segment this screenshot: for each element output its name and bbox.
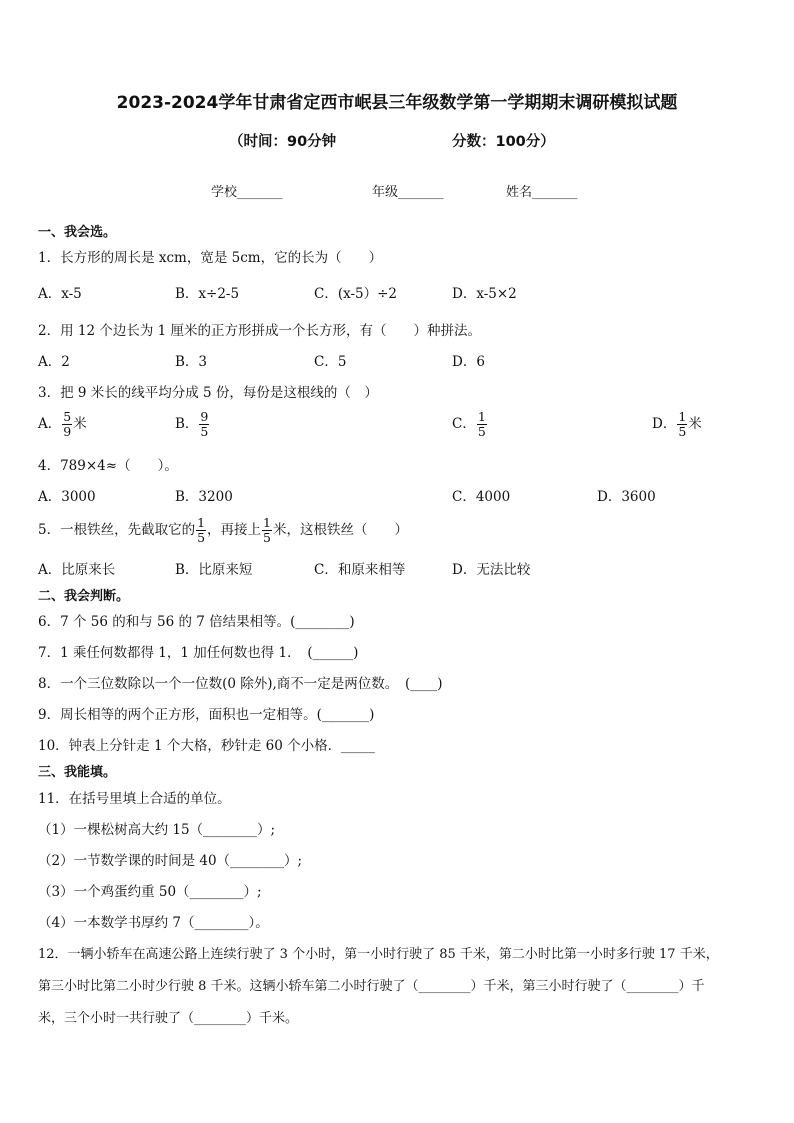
- question-12-line-3: 米，三个小时一共行驶了（________）千米。: [38, 1011, 299, 1026]
- fraction: $\frac{9}{5}$: [200, 409, 209, 439]
- fraction: $\frac{1}{5}$: [263, 515, 271, 545]
- q1-option-c: C．(x-5）÷2: [314, 286, 398, 302]
- q5-option-d: D．无法比较: [452, 562, 531, 578]
- section-heading-3: 三、我能填。: [38, 765, 117, 780]
- q2-option-a: A．2: [38, 354, 70, 370]
- question-12-line-1: 12．一辆小轿车在高速公路上连续行驶了 3 个小时，第一小时行驶了 85 千米，第二小时比第一小时多行驶 17 千米，: [38, 947, 719, 962]
- q2-option-c: C．5: [314, 354, 347, 370]
- q3-option-b: B． $\frac{9}{5}$: [175, 409, 209, 439]
- q1-option-b: B．x÷2-5: [175, 286, 240, 302]
- q5-option-c: C．和原来相等: [314, 562, 406, 578]
- question-7: 7．1 乘任何数都得 1，1 加任何数也得 1． (______): [38, 645, 359, 661]
- exam-score: 分数：100分）: [452, 134, 555, 150]
- q5-option-a: A．比原来长: [38, 562, 116, 578]
- question-5: 5．一根铁丝，先截取它的 $\frac{1}{5}$ ，再接上 $\frac{1}{5}$ 米，这根铁丝（ ）: [38, 515, 408, 545]
- fraction: $\frac{1}{5}$: [477, 409, 486, 439]
- question-1: 1．长方形的周长是 xcm，宽是 5cm，它的长为（ ）: [38, 250, 383, 266]
- question-4: 4．789×4≈（ ）。: [38, 458, 178, 474]
- q11-item-4: （4）一本数学书厚约 7（________）。: [38, 915, 269, 931]
- q11-item-3: （3）一个鸡蛋约重 50（________）;: [38, 884, 262, 900]
- q1-option-a: A．x-5: [38, 286, 82, 302]
- question-8: 8．一个三位数除以一个一位数(0 除外),商不一定是两位数。 (____): [38, 676, 443, 692]
- q2-option-d: D．6: [452, 354, 485, 370]
- q3-option-a: A． $\frac{5}{9}$ 米: [38, 409, 87, 439]
- q4-option-d: D．3600: [597, 489, 656, 505]
- q4-option-b: B．3200: [175, 489, 233, 505]
- fraction: $\frac{1}{5}$: [197, 515, 206, 545]
- q3-option-c: C． $\frac{1}{5}$: [452, 409, 486, 439]
- question-9: 9．周长相等的两个正方形，面积也一定相等。(_______): [38, 707, 375, 723]
- question-3: 3．把 9 米长的线平均分成 5 份，每份是这根线的（ ）: [38, 385, 378, 401]
- question-2: 2．用 12 个边长为 1 厘米的正方形拼成一个长方形，有（ ）种拼法。: [38, 323, 482, 339]
- q1-option-d: D．x-5×2: [452, 286, 517, 302]
- q4-option-a: A．3000: [38, 489, 96, 505]
- grade-field: 年级_______: [372, 185, 444, 200]
- q3-option-d: D． $\frac{1}{5}$ 米: [652, 409, 702, 439]
- q5-option-b: B．比原来短: [175, 562, 253, 578]
- fraction: $\frac{5}{9}$: [63, 409, 72, 439]
- question-6: 6．7 个 56 的和与 56 的 7 倍结果相等。(________): [38, 614, 355, 630]
- exam-title: 2023-2024学年甘肃省定西市岷县三年级数学第一学期期末调研模拟试题: [116, 93, 678, 113]
- name-field: 姓名_______: [506, 185, 578, 200]
- q4-option-c: C．4000: [452, 489, 511, 505]
- q11-item-2: （2）一节数学课的时间是 40（________）;: [38, 853, 303, 869]
- question-12-line-2: 第三小时比第二小时少行驶 8 千米。这辆小轿车第二小时行驶了（________）千米，第三小时行驶了（________）千: [38, 979, 705, 994]
- question-11: 11．在括号里填上合适的单位。: [38, 791, 231, 807]
- section-heading-1: 一、我会选。: [38, 225, 117, 240]
- exam-time: （时间：90分钟: [229, 134, 337, 150]
- question-10: 10．钟表上分针走 1 个大格，秒针走 60 个小格．_____: [38, 738, 375, 754]
- fraction: $\frac{1}{5}$: [678, 409, 687, 439]
- section-heading-2: 二、我会判断。: [38, 589, 130, 604]
- q2-option-b: B．3: [175, 354, 208, 370]
- school-field: 学校_______: [211, 185, 283, 200]
- q11-item-1: （1）一棵松树高大约 15（________）;: [38, 822, 276, 838]
